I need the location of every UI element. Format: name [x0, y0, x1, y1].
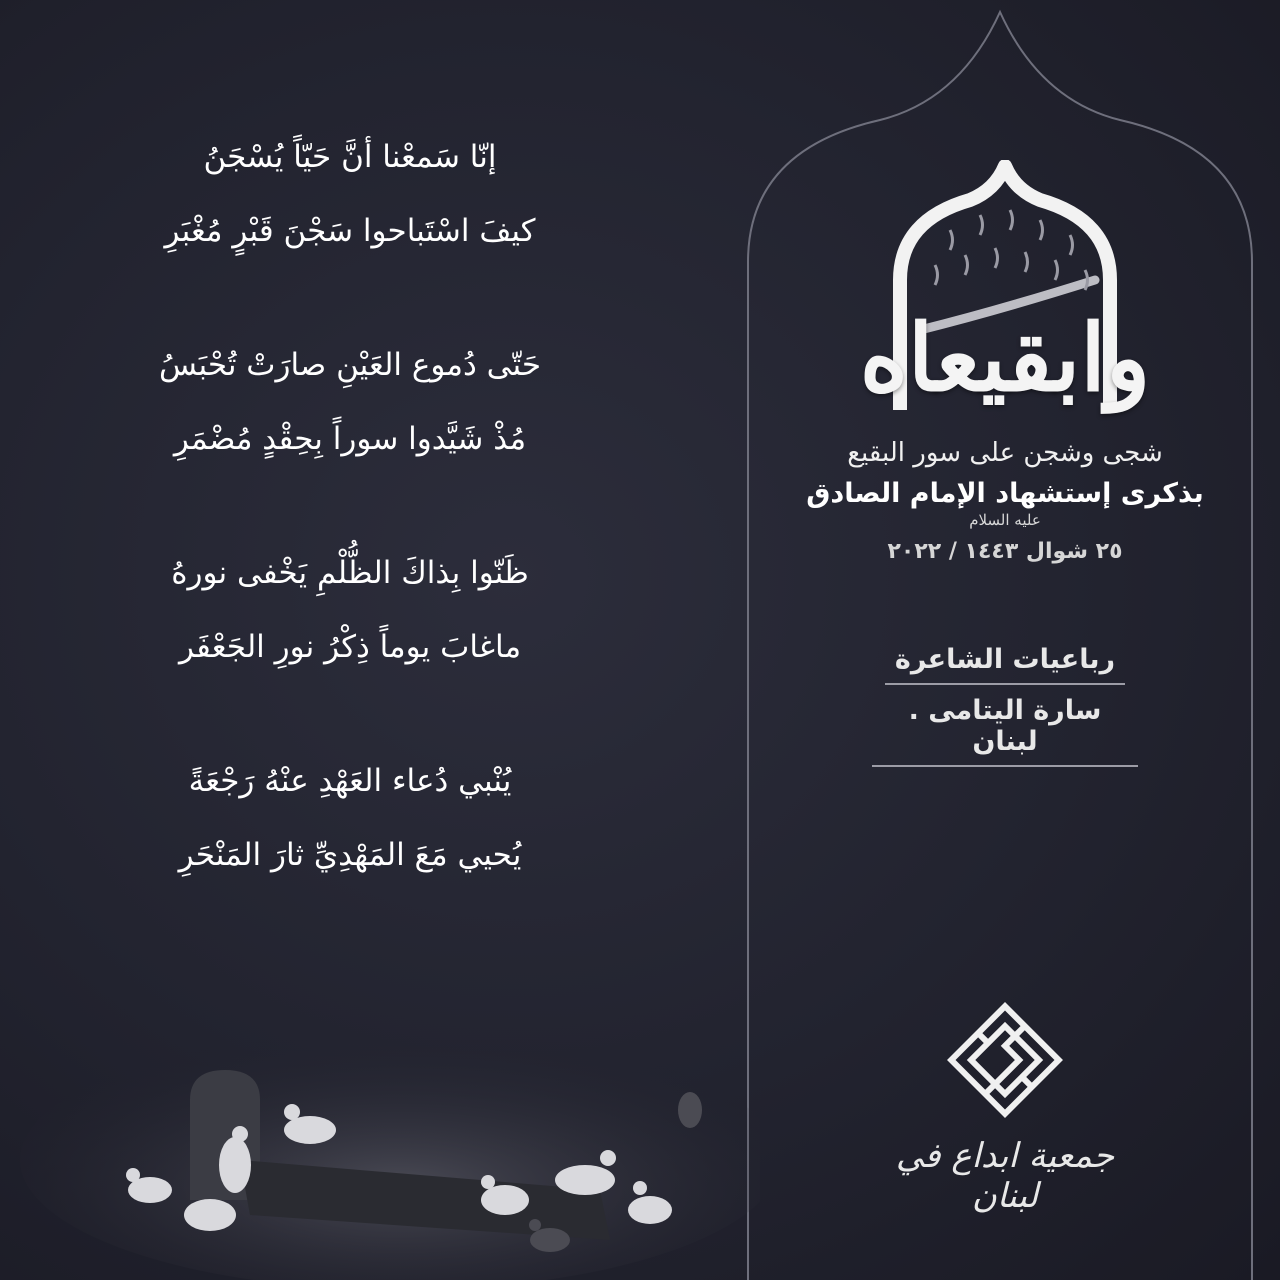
- stanza-1: [60, 120, 640, 268]
- tomb-scene: [0, 1040, 760, 1280]
- occasion-text: بذكرى إستشهاد الإمام الصادق: [806, 478, 1204, 509]
- organization-name: جمعية ابداع في لبنان: [895, 1136, 1115, 1216]
- poet-name: سارة اليتامى . لبنان: [872, 685, 1138, 767]
- kufic-logo-icon: [945, 1000, 1065, 1120]
- verse-line: يُحيي مَعَ المَهْدِيِّ ثارَ المَنْحَرِ: [178, 837, 522, 873]
- event-date: ٢٥ شوال ١٤٤٣ / ٢٠٢٢: [887, 539, 1123, 564]
- verse-line: ظَنّوا بِذاكَ الظُّلْمِ يَخْفى نورهُ: [171, 555, 529, 591]
- verse-line: يُنْبي دُعاء العَهْدِ عنْهُ رَجْعَةً: [188, 763, 512, 799]
- verse-line: مُذْ شَيَّدوا سوراً بِحِقْدٍ مُضْمَرِ: [173, 421, 527, 457]
- verse-line: حَتّى دُموع العَيْنِ صارَتْ تُحْبَسُ: [158, 347, 542, 383]
- title: وابقيعاه: [859, 304, 1151, 412]
- verse-line: كيفَ اسْتَباحوا سَجْنَ قَبْرٍ مُغْبَرِ: [164, 213, 536, 249]
- honorific: عليه السلام: [969, 511, 1041, 529]
- organization-logo: [880, 1000, 1130, 1216]
- stanza-4: [60, 744, 640, 892]
- verse-line: إنّا سَمعْنا أنَّ حَيّاً يُسْجَنُ: [203, 139, 497, 175]
- verse-line: ماغابَ يوماً ذِكْرُ نورِ الجَعْفَر: [178, 629, 522, 665]
- subtitle: شجى وشجن على سور البقيع: [847, 438, 1163, 468]
- poet-label: رباعيات الشاعرة: [885, 634, 1125, 685]
- stanza-2: [60, 328, 640, 476]
- event-panel: [770, 160, 1240, 767]
- stanza-3: [60, 536, 640, 684]
- poem: [60, 120, 640, 952]
- poet-credit: [872, 634, 1138, 767]
